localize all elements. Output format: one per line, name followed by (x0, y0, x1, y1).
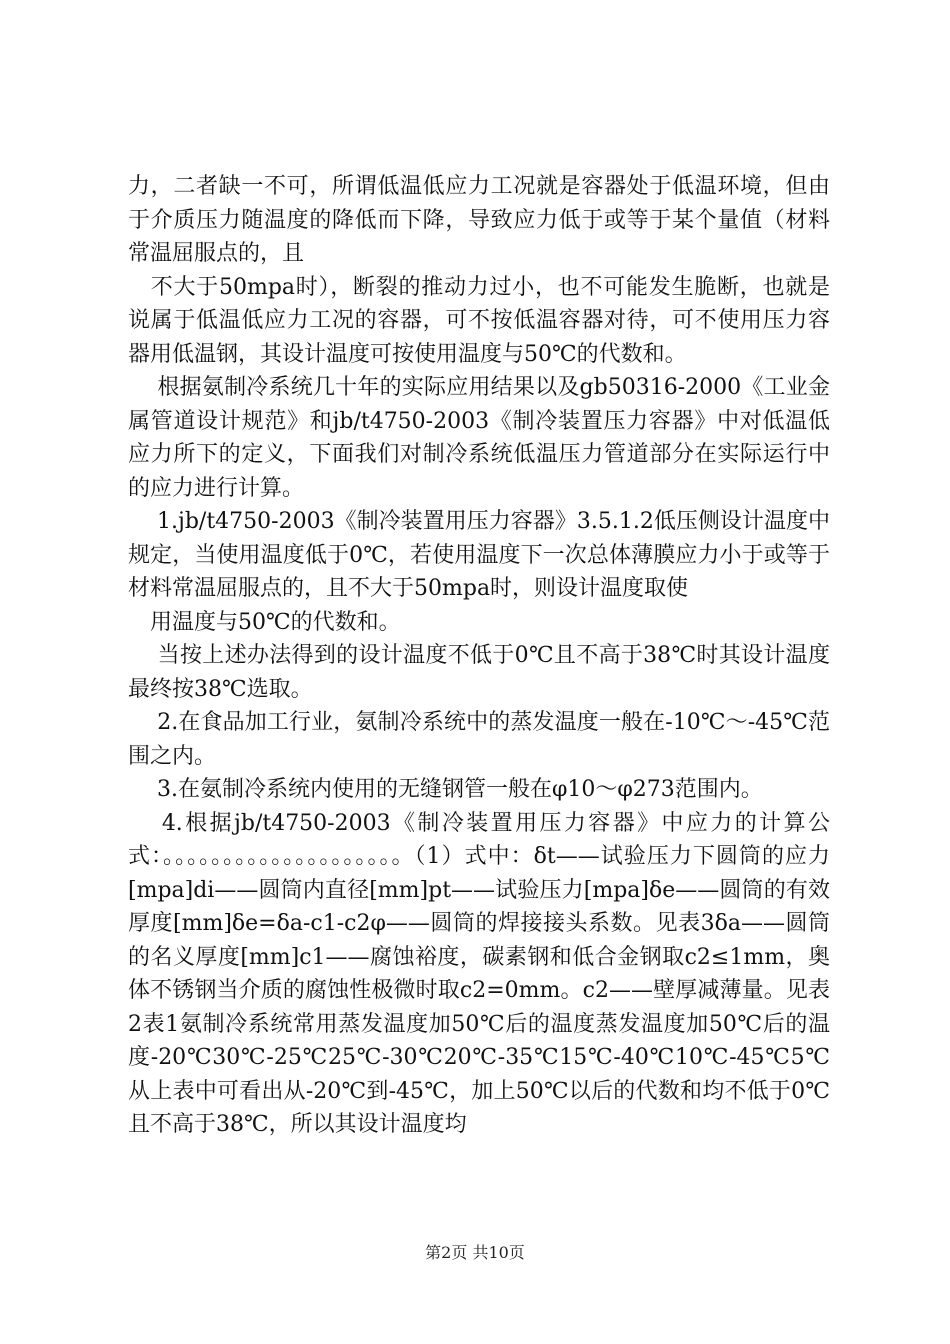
paragraph-7: 2.在食品加工行业，氨制冷系统中的蒸发温度一般在-10℃～-45℃范围之内。 (128, 710, 830, 769)
paragraph-8: 3.在氨制冷系统内使用的无缝钢管一般在φ10～φ273范围内。 (128, 777, 763, 802)
paragraph-4: 1.jb/t4750-2003《制冷装置用压力容器》3.5.1.2低压侧设计温度中规定，当使用温度低于0℃，若使用温度下一次总体薄膜应力小于或等于材料常温屈服点的，且不大于50mpa时，则设计温度取使 (128, 509, 830, 601)
paragraph-6: 当按上述办法得到的设计温度不低于0℃且不高于38℃时其设计温度最终按38℃选取。 (128, 643, 830, 702)
page-number-footer: 第2页 共10页 (425, 1243, 525, 1262)
body-text (128, 170, 830, 1142)
paragraph-1: 力，二者缺一不可，所谓低温低应力工况就是容器处于低温环境，但由于介质压力随温度的降低而下降，导致应力低于或等于某个量值（材料常温屈服点的，且 (128, 174, 830, 266)
paragraph-2: 不大于50mpa时），断裂的推动力过小，也不可能发生脆断，也就是说属于低温低应力工况的容器，可不按低温容器对待，可不使用压力容器用低温钢，其设计温度可按使用温度与50℃的代数和。 (128, 274, 830, 367)
paragraph-5: 用温度与50℃的代数和。 (128, 609, 401, 635)
paragraph-3: 根据氨制冷系统几十年的实际应用结果以及gb50316-2000《工业金属管道设计规范》和jb/t4750-2003《制冷装置压力容器》中对低温低应力所下的定义，下面我们对制冷系统低温压力管道部分在实际运行中的应力进行计算。 (128, 375, 830, 501)
paragraph-9: 4.根据jb/t4750-2003《制冷装置用压力容器》中应力的计算公式：。。。。。。。。。。。。。。。。。。。。（1）式中：δt——试验压力下圆筒的应力[mpa]di——圆筒内直径[mm]pt——试验压力[mpa]δe——圆筒的有效厚度[mm]δe=δa-c1-c2φ——圆筒的焊接接头系数。见表3δa——圆筒的名义厚度[mm]c1——腐蚀裕度，碳素钢和低合金钢取c2≤1mm，奥体不锈钢当介质的腐蚀性极微时取c2=0mm。c2——壁厚减薄量。见表2表1氨制冷系统常用蒸发温度加50℃后的温度蒸发温度加50℃后的温度-20℃30℃-25℃25℃-30℃20℃-35℃15℃-40℃10℃-45℃5℃从上表中可看出从-20℃到-45℃，加上50℃以后的代数和均不低于0℃且不高于38℃，所以其设计温度均 (128, 810, 830, 1137)
